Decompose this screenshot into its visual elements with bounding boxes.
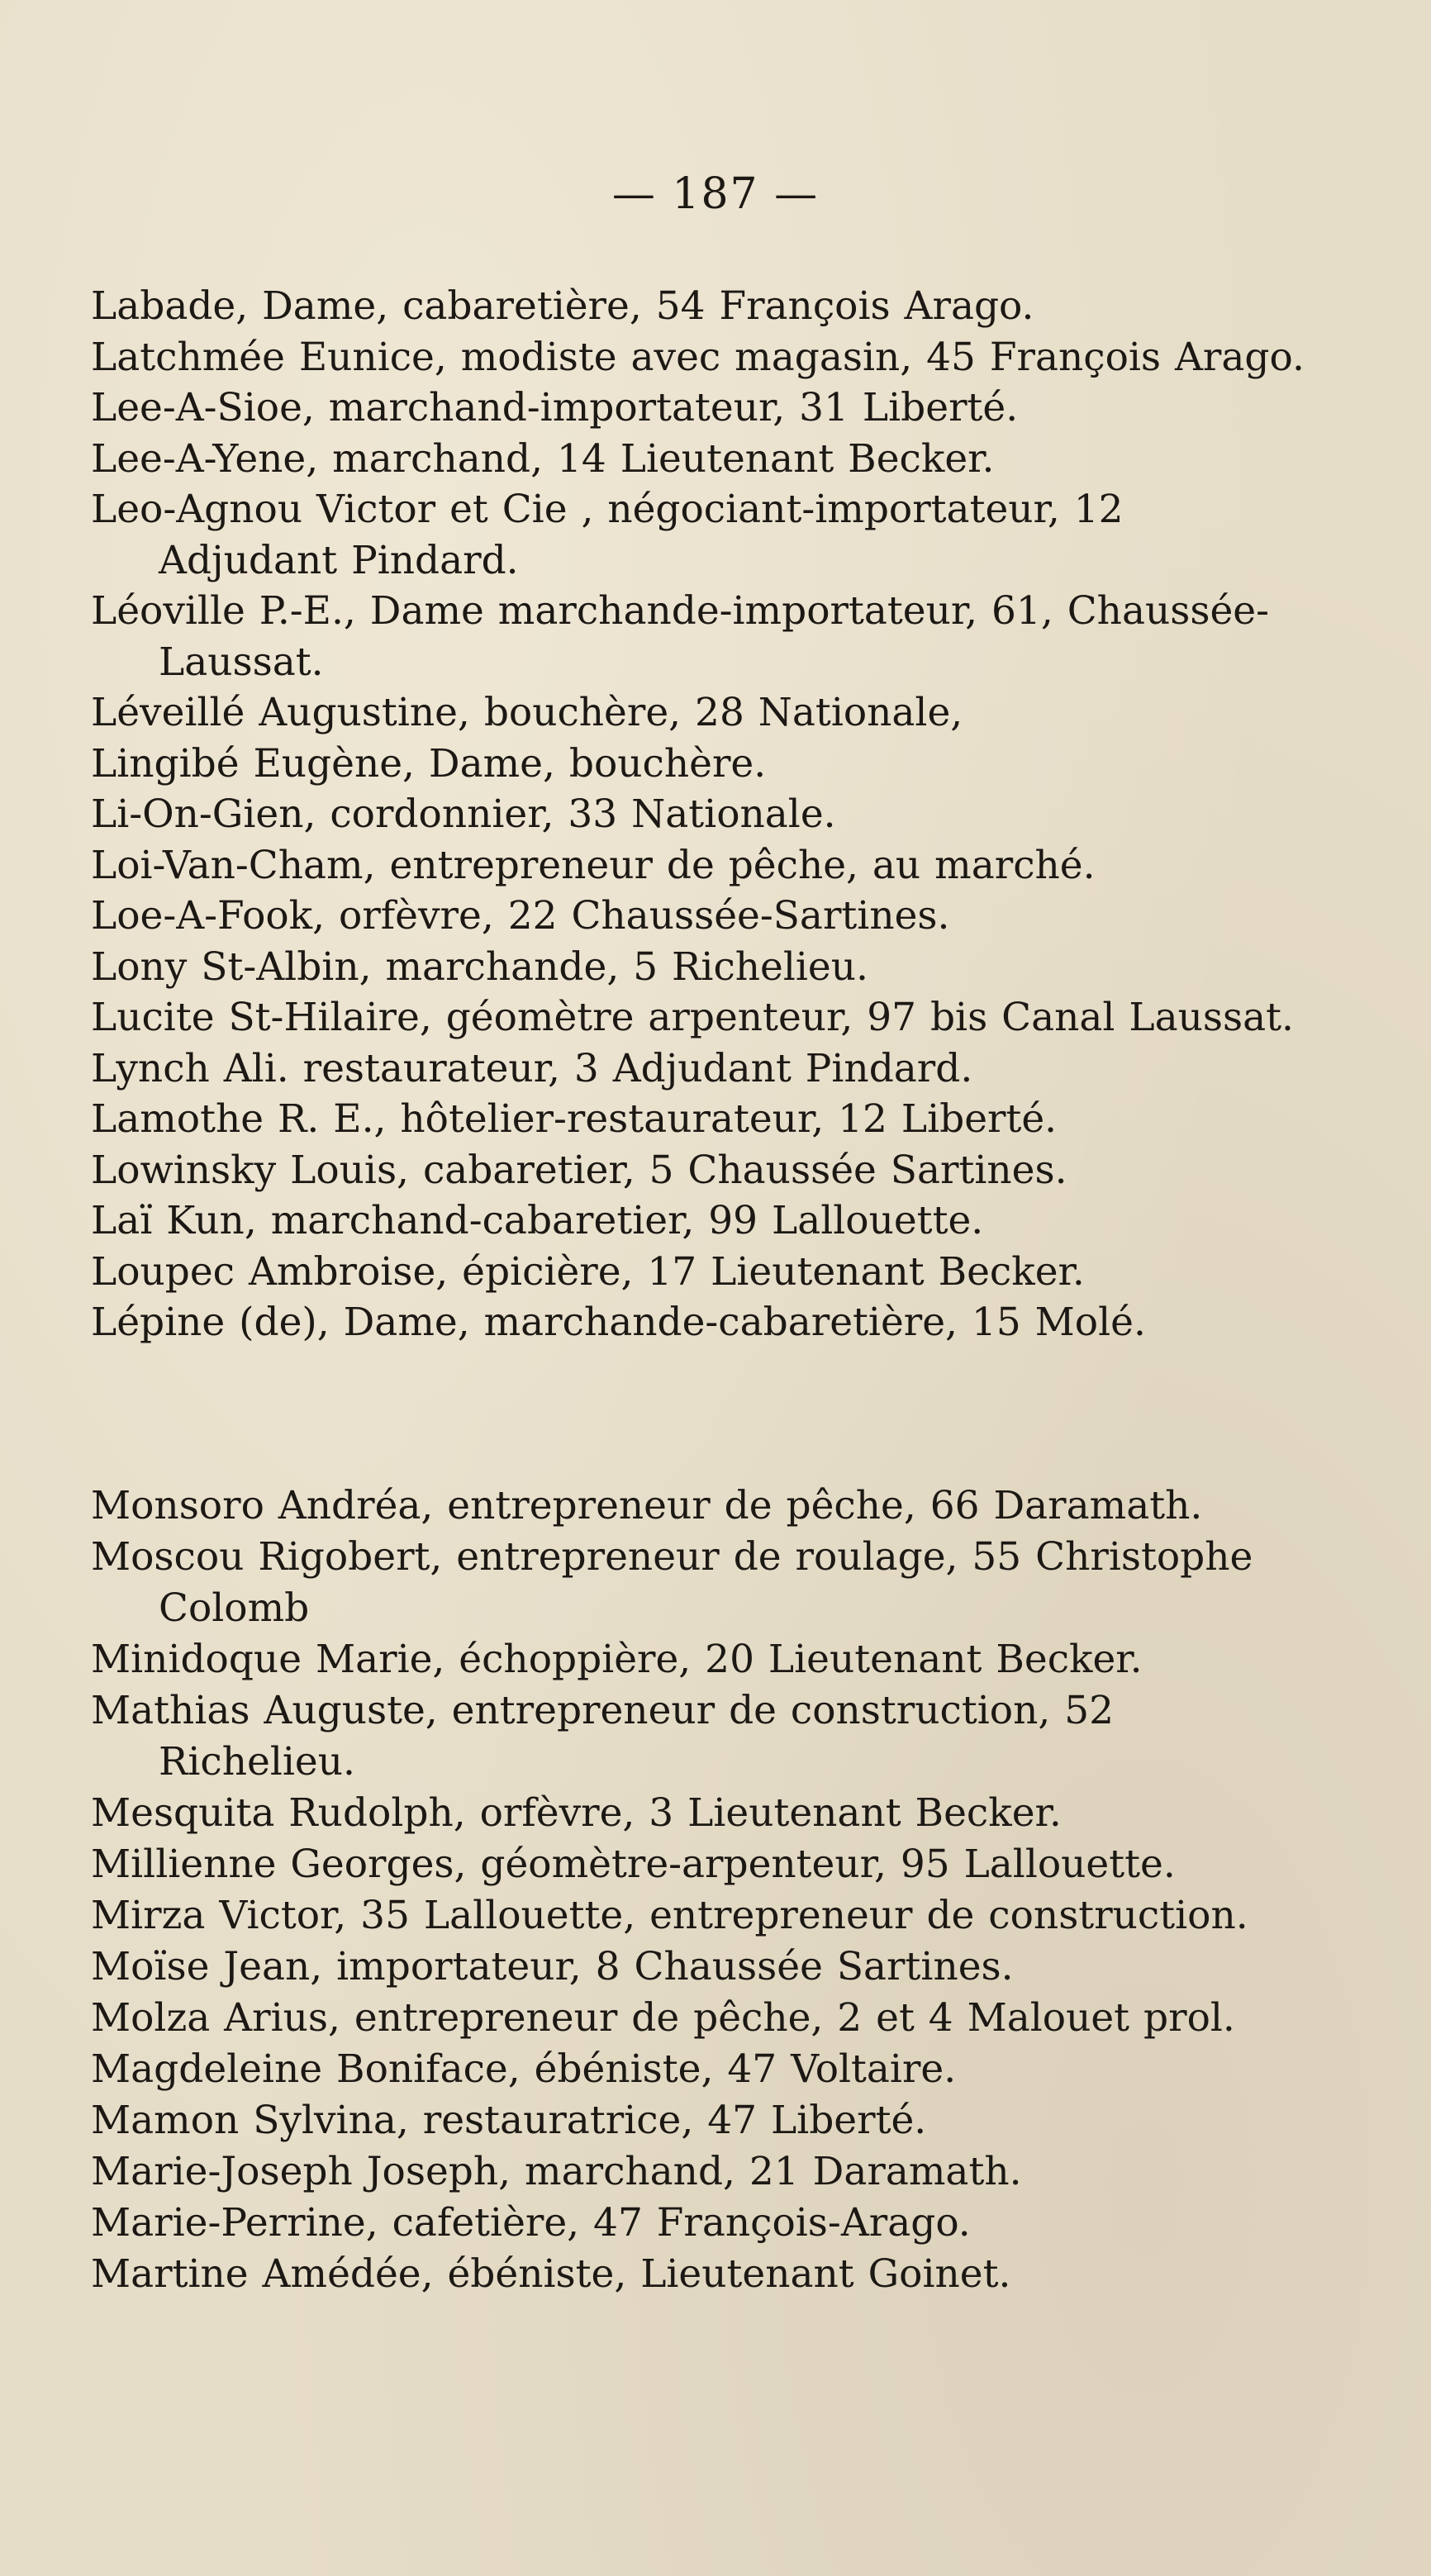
page-number: — 187 — xyxy=(611,169,820,219)
directory-entry: Loe-A-Fook, orfèvre, 22 Chaussée-Sartines. xyxy=(91,893,950,939)
directory-entry: Lee-A-Sioe, marchand-importateur, 31 Liberté. xyxy=(91,385,1019,430)
directory-entry: Mamon Sylvina, restauratrice, 47 Liberté. xyxy=(91,2098,927,2143)
directory-entry: Moïse Jean, importateur, 8 Chaussée Sartines. xyxy=(91,1944,1014,1989)
directory-entry: Leo-Agnou Victor et Cie , négociant-importateur, 12 Adjudant Pindard. xyxy=(91,487,1124,583)
directory-section-m xyxy=(91,1480,1314,2300)
directory-entry: Lowinsky Louis, cabaretier, 5 Chaussée Sartines. xyxy=(91,1147,1067,1193)
directory-entry: Martine Amédée, ébéniste, Lieutenant Goinet. xyxy=(91,2251,1011,2297)
directory-entry: Latchmée Eunice, modiste avec magasin, 45 François Arago. xyxy=(91,334,1305,380)
directory-entry: Minidoque Marie, échoppière, 20 Lieutenant Becker. xyxy=(91,1637,1143,1682)
directory-entry: Léveillé Augustine, bouchère, 28 Nationale, xyxy=(91,690,963,735)
directory-entry: Mathias Auguste, entrepreneur de construction, 52 Richelieu. xyxy=(91,1688,1115,1785)
directory-entry: Magdeleine Boniface, ébéniste, 47 Voltaire. xyxy=(91,2046,957,2092)
directory-entry: Mesquita Rudolph, orfèvre, 3 Lieutenant Becker. xyxy=(91,1790,1062,1836)
directory-entry: Lee-A-Yene, marchand, 14 Lieutenant Becker. xyxy=(91,435,995,482)
directory-entry: Léoville P.-E., Dame marchande-importateur, 61, Chaussée-Laussat. xyxy=(91,588,1269,685)
directory-entry: Marie-Joseph Joseph, marchand, 21 Daramath. xyxy=(91,2149,1022,2194)
directory-entry: Moscou Rigobert, entrepreneur de roulage, 55 Christophe Colomb xyxy=(91,1534,1253,1631)
directory-entry: Laï Kun, marchand-cabaretier, 99 Lallouette. xyxy=(91,1198,984,1243)
directory-entry: Molza Arius, entrepreneur de pêche, 2 et 4 Malouet prol. xyxy=(91,1995,1235,2041)
directory-entry: Lony St-Albin, marchande, 5 Richelieu. xyxy=(91,943,868,990)
directory-entry: Li-On-Gien, cordonnier, 33 Nationale. xyxy=(91,791,836,837)
directory-entry: Millienne Georges, géomètre-arpenteur, 95 Lallouette. xyxy=(91,1842,1176,1887)
directory-entry: Loupec Ambroise, épicière, 17 Lieutenant Becker. xyxy=(91,1248,1085,1295)
directory-entry: Lamothe R. E., hôtelier-restaurateur, 12 Liberté. xyxy=(91,1096,1058,1142)
directory-entry: Lucite St-Hilaire, géomètre arpenteur, 97 bis Canal Laussat. xyxy=(91,995,1294,1040)
directory-entry: Monsoro Andréa, entrepreneur de pêche, 66 Daramath. xyxy=(91,1483,1203,1528)
directory-entry: Lépine (de), Dame, marchande-cabaretière, 15 Molé. xyxy=(91,1300,1146,1345)
directory-entry: Labade, Dame, cabaretière, 54 François Arago. xyxy=(91,283,1034,329)
directory-entry: Lingibé Eugène, Dame, bouchère. xyxy=(91,740,767,787)
directory-entry: Mirza Victor, 35 Lallouette, entrepreneur de construction. xyxy=(91,1893,1248,1938)
directory-section-l xyxy=(91,281,1314,1348)
directory-entry: Loi-Van-Cham, entrepreneur de pêche, au marché. xyxy=(91,842,1096,888)
directory-entry: Lynch Ali. restaurateur, 3 Adjudant Pindard. xyxy=(91,1045,973,1091)
directory-entry: Marie-Perrine, cafetière, 47 François-Arago. xyxy=(91,2200,971,2246)
